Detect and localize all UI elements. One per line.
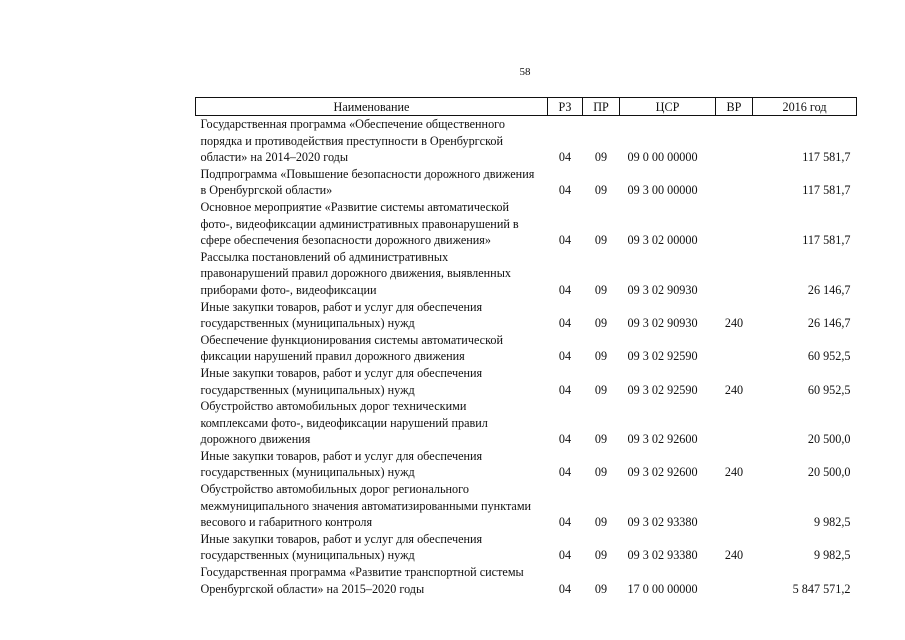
row-pr: 09 bbox=[594, 233, 608, 248]
row-rz: 04 bbox=[558, 465, 572, 480]
row-rz: 04 bbox=[558, 382, 572, 397]
table-row bbox=[196, 365, 857, 398]
row-amount: 20 500,0 bbox=[807, 432, 851, 447]
row-vr bbox=[716, 166, 753, 199]
row-amount: 117 581,7 bbox=[802, 183, 851, 198]
row-name-text: Государственная программа «Обеспечение общественного порядка и противодействия преступности в Оренбургской области» на 2014–2020 годы bbox=[200, 117, 505, 165]
row-csr: 17 0 00 00000 bbox=[627, 581, 698, 596]
table-row bbox=[196, 564, 857, 597]
header-pr: ПР bbox=[583, 98, 620, 116]
row-name-text: Основное мероприятие «Развитие системы автоматической фото-, видеофиксации административных правонарушений в сфере обеспечения безопасности дорожного движения» bbox=[200, 199, 519, 248]
row-vr: 240 bbox=[724, 465, 744, 480]
row-amount: 9 982,5 bbox=[813, 515, 851, 530]
row-vr bbox=[716, 398, 753, 448]
header-csr: ЦСР bbox=[620, 98, 716, 116]
row-amount: 26 146,7 bbox=[807, 282, 851, 297]
row-rz: 04 bbox=[558, 316, 572, 331]
row-csr: 09 0 00 00000 bbox=[627, 150, 698, 165]
row-amount: 26 146,7 bbox=[807, 316, 851, 331]
row-name bbox=[196, 365, 548, 398]
row-amount: 60 952,5 bbox=[807, 349, 851, 364]
table-row bbox=[196, 481, 857, 531]
row-csr: 09 3 02 00000 bbox=[627, 233, 698, 248]
row-pr: 09 bbox=[594, 382, 608, 397]
row-rz: 04 bbox=[558, 282, 572, 297]
row-csr: 09 3 00 00000 bbox=[627, 183, 698, 198]
row-pr: 09 bbox=[594, 282, 608, 297]
header-rz: РЗ bbox=[548, 98, 583, 116]
table-body bbox=[196, 116, 857, 598]
row-name-text: Государственная программа «Развитие транспортной системы Оренбургской области» на 2015–2020 годы bbox=[200, 565, 524, 596]
row-rz: 04 bbox=[558, 349, 572, 364]
row-csr: 09 3 02 93380 bbox=[627, 515, 698, 530]
row-amount: 117 581,7 bbox=[802, 150, 851, 165]
row-name-text: Иные закупки товаров, работ и услуг для обеспечения государственных (муниципальных) нужд bbox=[200, 299, 483, 331]
row-amount: 9 982,5 bbox=[813, 548, 851, 563]
row-name-text: Рассылка постановлений об административных правонарушений правил дорожного движения, выявленных приборами фото-, видеофиксации bbox=[200, 249, 511, 297]
row-vr: 240 bbox=[724, 316, 744, 331]
row-name bbox=[196, 448, 548, 481]
table-row bbox=[196, 116, 857, 166]
row-name bbox=[196, 564, 548, 597]
row-pr: 09 bbox=[594, 581, 608, 596]
row-pr: 09 bbox=[594, 548, 608, 563]
table-row bbox=[196, 166, 857, 199]
row-vr bbox=[716, 249, 753, 299]
row-name-text: Иные закупки товаров, работ и услуг для обеспечения государственных (муниципальных) нужд bbox=[200, 448, 483, 480]
row-vr bbox=[716, 564, 753, 597]
table-row bbox=[196, 531, 857, 564]
row-name bbox=[196, 166, 548, 199]
row-name bbox=[196, 398, 548, 448]
row-name bbox=[196, 481, 548, 531]
row-vr bbox=[716, 332, 753, 365]
row-name-text: Обустройство автомобильных дорог техническими комплексами фото-, видеофиксации нарушений правил дорожного движения bbox=[200, 399, 488, 447]
row-vr: 240 bbox=[724, 548, 744, 563]
table-row bbox=[196, 299, 857, 332]
row-name bbox=[196, 531, 548, 564]
row-amount: 60 952,5 bbox=[807, 382, 851, 397]
row-pr: 09 bbox=[594, 515, 608, 530]
row-vr: 240 bbox=[724, 382, 744, 397]
row-rz: 04 bbox=[558, 432, 572, 447]
row-csr: 09 3 02 93380 bbox=[627, 548, 698, 563]
table-row bbox=[196, 398, 857, 448]
header-name: Наименование bbox=[196, 98, 548, 116]
row-amount: 20 500,0 bbox=[807, 465, 851, 480]
row-pr: 09 bbox=[594, 150, 608, 165]
row-name-text: Обустройство автомобильных дорог регионального межмуниципального значения автоматизированными пунктами весового и габаритного контроля bbox=[200, 482, 532, 530]
row-name bbox=[196, 116, 548, 166]
row-csr: 09 3 02 92590 bbox=[627, 382, 698, 397]
row-rz: 04 bbox=[558, 581, 572, 596]
row-csr: 09 3 02 90930 bbox=[627, 316, 698, 331]
row-rz: 04 bbox=[558, 183, 572, 198]
table-row bbox=[196, 448, 857, 481]
row-vr bbox=[716, 116, 753, 166]
row-amount: 117 581,7 bbox=[802, 233, 851, 248]
row-pr: 09 bbox=[594, 349, 608, 364]
row-name-text: Подпрограмма «Повышение безопасности дорожного движения в Оренбургской области» bbox=[200, 166, 535, 198]
header-year: 2016 год bbox=[753, 98, 857, 116]
table-row bbox=[196, 249, 857, 299]
row-name bbox=[196, 249, 548, 299]
row-vr bbox=[716, 199, 753, 249]
table-row bbox=[196, 332, 857, 365]
row-csr: 09 3 02 92590 bbox=[627, 349, 698, 364]
row-rz: 04 bbox=[558, 515, 572, 530]
row-csr: 09 3 02 92600 bbox=[627, 465, 698, 480]
row-name-text: Иные закупки товаров, работ и услуг для обеспечения государственных (муниципальных) нужд bbox=[200, 365, 483, 397]
row-pr: 09 bbox=[594, 432, 608, 447]
row-csr: 09 3 02 92600 bbox=[627, 432, 698, 447]
table-header-row bbox=[196, 98, 857, 116]
row-rz: 04 bbox=[558, 548, 572, 563]
row-rz: 04 bbox=[558, 233, 572, 248]
row-pr: 09 bbox=[594, 183, 608, 198]
row-vr bbox=[716, 481, 753, 531]
row-csr: 09 3 02 90930 bbox=[627, 282, 698, 297]
row-pr: 09 bbox=[594, 465, 608, 480]
budget-table bbox=[195, 97, 857, 597]
row-rz: 04 bbox=[558, 150, 572, 165]
row-pr: 09 bbox=[594, 316, 608, 331]
row-name bbox=[196, 299, 548, 332]
header-vr: ВР bbox=[716, 98, 753, 116]
row-amount: 5 847 571,2 bbox=[792, 581, 851, 596]
table-row bbox=[196, 199, 857, 249]
row-name bbox=[196, 199, 548, 249]
row-name-text: Обеспечение функционирования системы автоматической фиксации нарушений правил дорожного движения bbox=[200, 332, 503, 364]
row-name bbox=[196, 332, 548, 365]
row-name-text: Иные закупки товаров, работ и услуг для обеспечения государственных (муниципальных) нужд bbox=[200, 531, 483, 563]
page-number: 58 bbox=[519, 66, 531, 78]
